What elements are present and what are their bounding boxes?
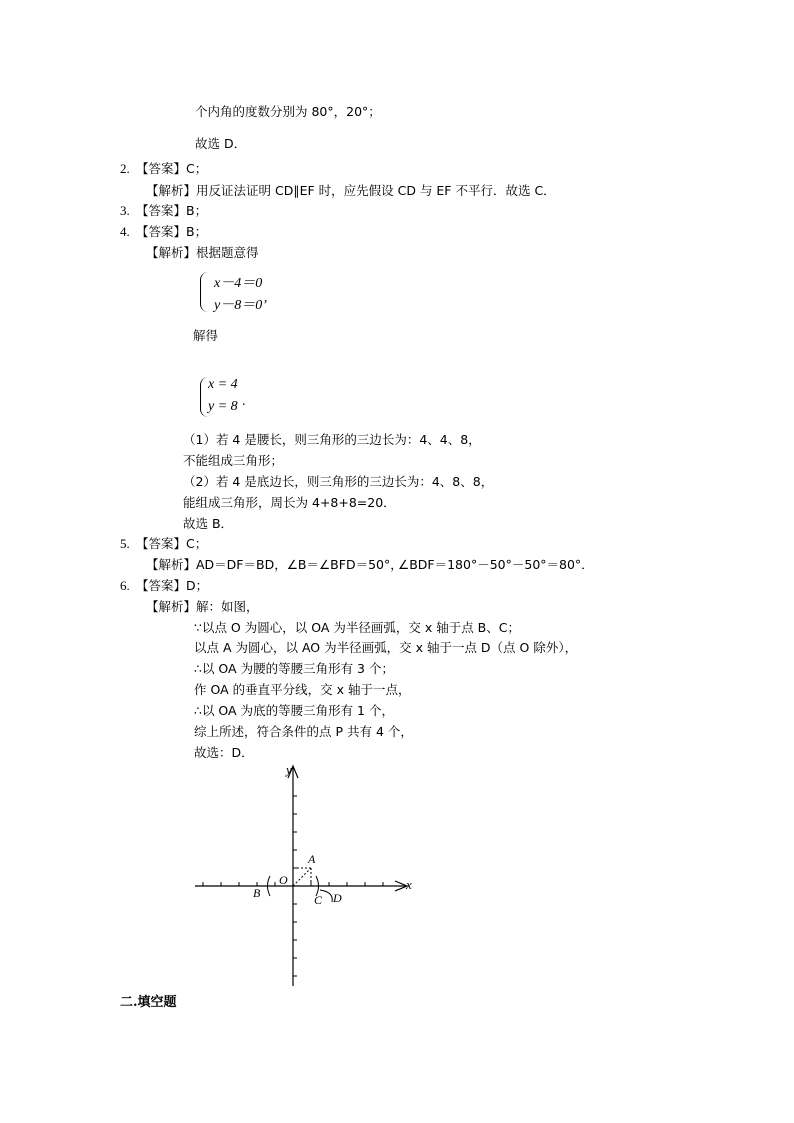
text-line: 故选：D． <box>194 745 254 760</box>
explanation-line: 【解析】解：如图， <box>146 599 259 614</box>
section-heading: 二.填空题 <box>120 995 177 1010</box>
text-line: 个内角的度数分别为 80°，20°； <box>195 104 381 119</box>
answer-line: 【答案】D； <box>136 578 209 593</box>
text-line: ∴以 OA 为腰的等腰三角形有 3 个； <box>194 661 394 676</box>
answer-line: 【答案】C； <box>136 536 208 551</box>
explanation-line: 【解析】用反证法证明 CD∥EF 时，应先假设 CD 与 EF 不平行．故选 C． <box>146 183 556 198</box>
equation-brace <box>200 272 211 312</box>
text-line: ∴以 OA 为底的等腰三角形有 1 个， <box>194 703 394 718</box>
text-line: 解得 <box>193 328 219 343</box>
text-line: 以点 A 为圆心，以 AO 为半径画弧，交 x 轴于一点 D（点 O 除外）， <box>194 640 578 655</box>
equation: y = 8 <box>208 399 238 414</box>
answer-line: 【答案】C； <box>136 161 208 176</box>
question-number: 2. <box>120 161 130 176</box>
explanation-line: ∠BDF＝180°－50°－50°＝80°． <box>398 557 594 572</box>
text-line: 作 OA 的垂直平分线，交 x 轴于一点， <box>194 682 411 697</box>
question-number: 6. <box>120 578 130 593</box>
answer-line: 【答案】B； <box>136 203 208 218</box>
text-line: 综上所述，符合条件的点 P 共有 4 个， <box>194 724 413 739</box>
explanation-line: 【解析】根据题意得 <box>146 245 259 260</box>
y-axis-label: y <box>286 762 292 777</box>
point-label-a: A <box>308 852 316 866</box>
text-line: 故选 D． <box>195 136 247 151</box>
equation: x = 4 <box>208 377 238 392</box>
explanation-line: 【解析】AD＝DF＝BD，∠B＝∠BFD＝50°， <box>146 557 403 572</box>
text-line: （1）若 4 是腰长，则三角形的三边长为：4、4、8， <box>183 432 481 447</box>
point-label-c: C <box>314 893 323 907</box>
segment-oa <box>293 868 311 886</box>
text-line: （2）若 4 是底边长，则三角形的三边长为：4、8、8， <box>183 474 494 489</box>
text-line: 故选 B． <box>183 516 234 531</box>
question-number: 5. <box>120 536 130 551</box>
text-line: 能组成三角形，周长为 4+8+8=20． <box>183 495 396 510</box>
question-number: 4. <box>120 224 130 239</box>
equation: . <box>242 394 246 409</box>
point-label-b: B <box>253 886 261 900</box>
answer-line: 【答案】B； <box>136 224 208 239</box>
point-label-d: D <box>333 891 342 905</box>
text-line: ∵以点 O 为圆心，以 OA 为半径画弧，交 x 轴于点 B、C； <box>194 620 520 635</box>
question-number: 3. <box>120 203 130 218</box>
coordinate-figure <box>190 758 420 990</box>
point-label-o: O <box>279 873 288 887</box>
equation: x－4＝0 <box>214 276 263 291</box>
equation: y－8＝0’ <box>214 298 267 313</box>
x-axis-label: x <box>406 877 412 892</box>
text-line: 不能组成三角形； <box>183 453 284 468</box>
